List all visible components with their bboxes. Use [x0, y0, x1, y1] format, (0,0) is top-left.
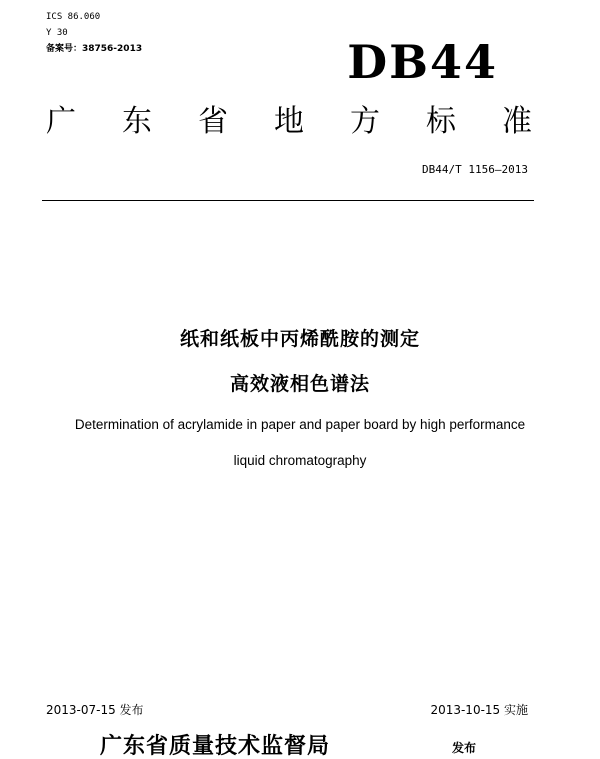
standard-number: DB44/T 1156—2013	[422, 163, 528, 176]
standard-class-char: 准	[502, 104, 532, 139]
ics-code: ICS 86.060	[46, 12, 101, 22]
standard-class-char: 省	[198, 104, 228, 139]
classification-code: Y 30	[46, 28, 68, 38]
standard-class-char: 标	[426, 104, 456, 139]
standard-class-char: 广	[46, 104, 76, 139]
standard-class-char: 地	[274, 104, 304, 139]
filing-number: 备案号：38756-2013	[46, 44, 143, 54]
header-divider	[42, 200, 534, 201]
implementation-date: 2013-10-15 实施	[430, 703, 528, 717]
db44-logo: DB44	[347, 35, 498, 89]
title-english-line2: liquid chromatography	[233, 453, 367, 468]
issuing-authority: 广东省质量技术监督局	[100, 733, 331, 759]
standard-class-char: 东	[122, 104, 152, 139]
issue-date: 2013-07-15 发布	[46, 703, 144, 717]
standard-class-heading	[46, 104, 532, 140]
title-chinese-line1: 纸和纸板中丙烯酰胺的测定	[179, 328, 420, 350]
issuing-authority-suffix: 发布	[452, 741, 477, 755]
standard-class-char: 方	[350, 104, 380, 139]
title-english-line1: Determination of acrylamide in paper and paper board by high performance	[74, 417, 526, 432]
title-chinese-line2: 高效液相色谱法	[229, 373, 370, 395]
